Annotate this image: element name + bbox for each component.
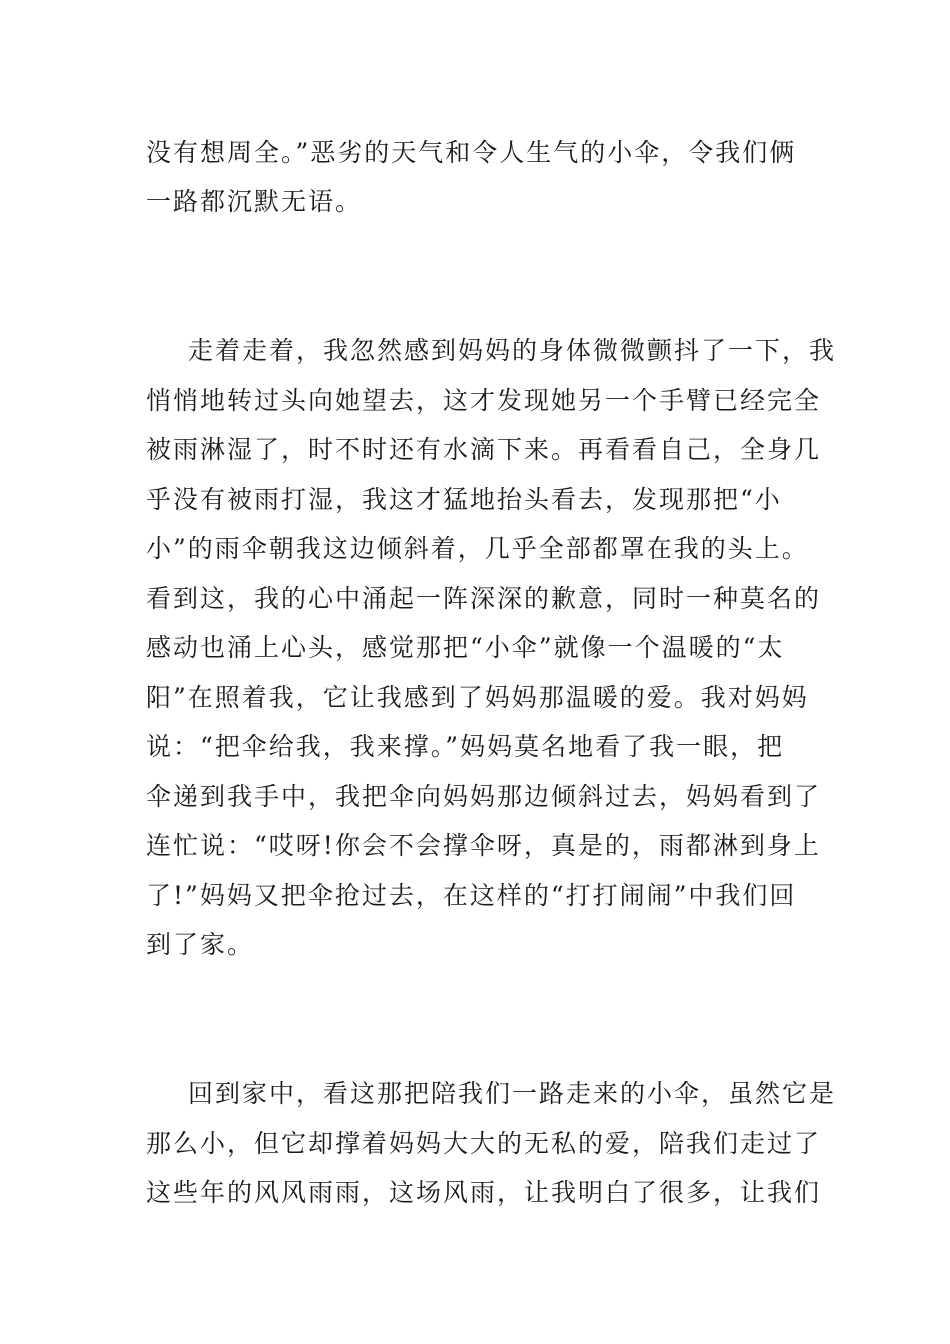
paragraph-2-line-4: 乎没有被雨打湿，我这才猛地抬头看去，发现那把“小: [146, 485, 782, 514]
paragraph-2-line-6: 看到这，我的心中涌起一阵深深的歉意，同时一种莫名的: [146, 584, 822, 613]
paragraph-3-line-3: 这些年的风风雨雨，这场风雨，让我明白了很多，让我们: [146, 1178, 822, 1207]
paragraph-2-line-12: 了!”妈妈又把伞抢过去，在这样的“打打闹闹”中我们回: [146, 881, 797, 910]
paragraph-2-line-5: 小”的雨伞朝我这边倾斜着，几乎全部都罩在我的头上。: [146, 534, 809, 563]
paragraph-2-line-2: 悄悄地转过头向她望去，这才发现她另一个手臂已经完全: [146, 386, 822, 415]
paragraph-2-line-1: 走着走着，我忽然感到妈妈的身体微微颤抖了一下，我: [188, 336, 837, 365]
paragraph-2-line-10: 伞递到我手中，我把伞向妈妈那边倾斜过去，妈妈看到了: [146, 782, 822, 811]
paragraph-2-line-13: 到了家。: [146, 930, 255, 959]
paragraph-2-line-9: 说：“把伞给我，我来撑。”妈妈莫名地看了我一眼，把: [146, 732, 785, 761]
paragraph-3-line-1: 回到家中，看这那把陪我们一路走来的小伞，虽然它是: [188, 1079, 837, 1108]
paragraph-1-line-2: 一路都沉默无语。: [146, 187, 363, 216]
paragraph-2-line-11: 连忙说：“哎呀!你会不会撑伞呀，真是的，雨都淋到身上: [146, 831, 821, 860]
paragraph-3-line-2: 那么小，但它却撑着妈妈大大的无私的爱，陪我们走过了: [146, 1129, 822, 1158]
paragraph-2-line-3: 被雨淋湿了，时不时还有水滴下来。再看看自己，全身几: [146, 435, 822, 464]
paragraph-2-line-8: 阳”在照着我，它让我感到了妈妈那温暖的爱。我对妈妈: [146, 683, 809, 712]
paragraph-2-line-7: 感动也涌上心头，感觉那把“小伞”就像一个温暖的“太: [146, 633, 785, 662]
paragraph-1-line-1: 没有想周全。”恶劣的天气和令人生气的小伞，令我们俩: [146, 138, 797, 167]
